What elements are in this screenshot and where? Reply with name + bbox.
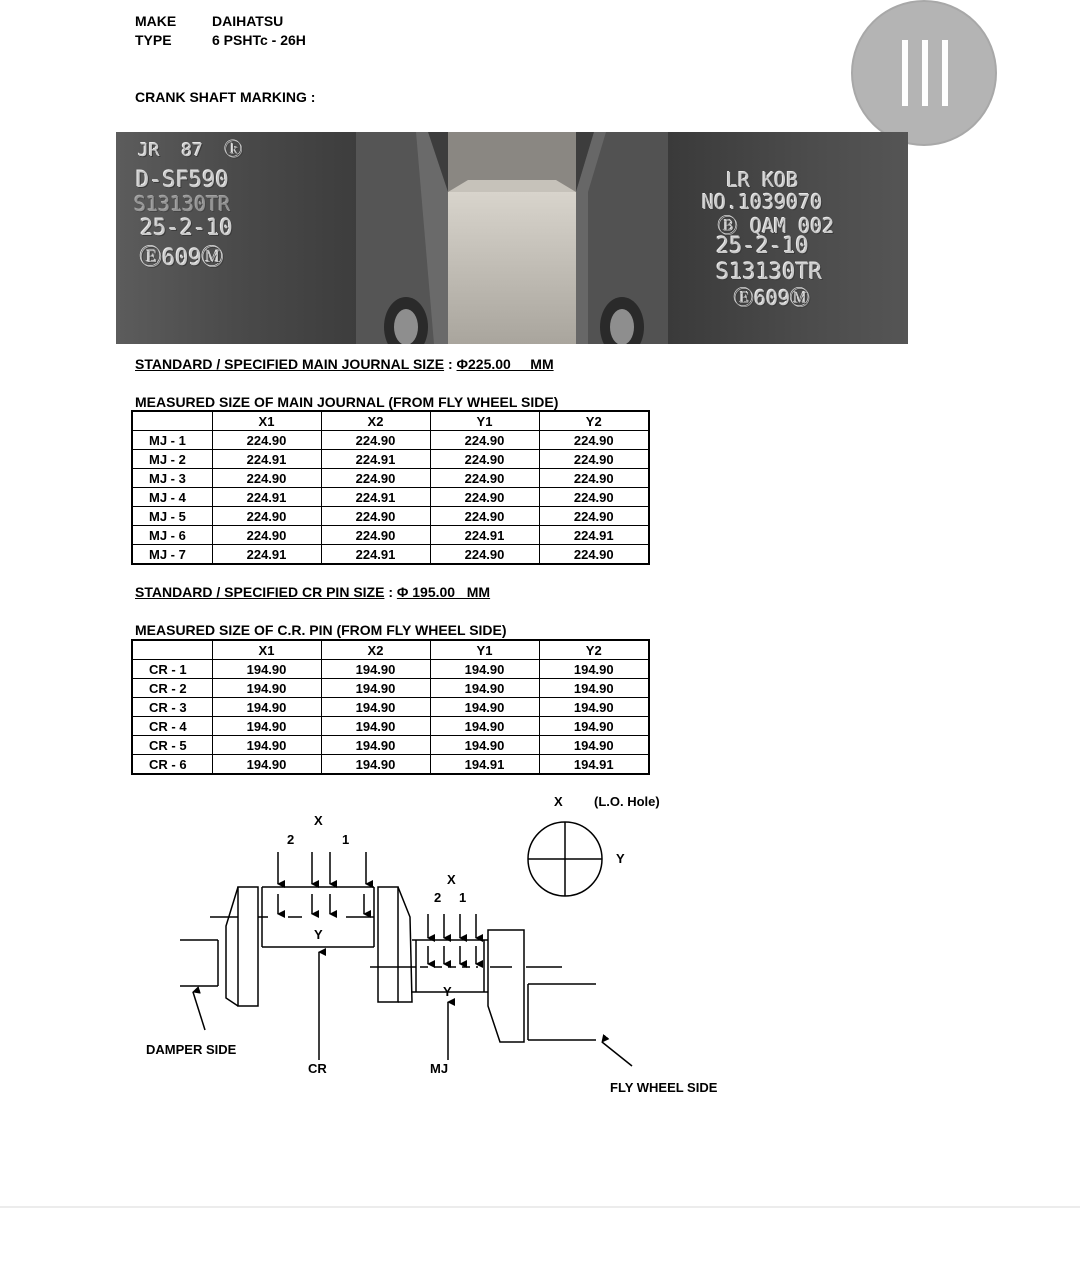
row-label: MJ - 1 (132, 431, 212, 450)
table-cell: 224.90 (321, 507, 430, 526)
main-journal-spec-sep: : (444, 356, 457, 372)
table-cell: 224.90 (321, 431, 430, 450)
row-label: CR - 2 (132, 679, 212, 698)
type-value: 6 PSHTc - 26H (212, 32, 306, 48)
column-header: Y1 (430, 411, 539, 431)
table-cell: 194.91 (430, 755, 539, 775)
table-cell: 194.90 (321, 698, 430, 717)
table-cell: 224.90 (430, 431, 539, 450)
table-row (132, 698, 649, 717)
lo-hole-label: (L.O. Hole) (594, 794, 660, 809)
column-header: X2 (321, 640, 430, 660)
table-cell: 224.91 (321, 545, 430, 565)
table-cell: 194.90 (212, 717, 321, 736)
left-stamp-line-2: D-SF590 (136, 168, 229, 193)
cr-pin-table (131, 639, 650, 775)
table-cell: 224.90 (212, 431, 321, 450)
crank-shaft-marking-title: CRANK SHAFT MARKING : (135, 89, 316, 105)
table-cell: 224.90 (321, 526, 430, 545)
row-label: CR - 3 (132, 698, 212, 717)
table-row (132, 526, 649, 545)
menu-icon-bar (922, 40, 928, 106)
mj-x-label: X (447, 872, 456, 887)
table-header-row (132, 411, 649, 431)
make-label: MAKE (135, 13, 177, 29)
right-stamp-line-3: Ⓑ QAM 002 (718, 214, 835, 238)
table-cell: 194.90 (430, 660, 539, 679)
mj-num-2: 2 (434, 890, 442, 905)
main-journal-table (131, 410, 650, 565)
table-cell: 224.90 (539, 469, 649, 488)
table-cell: 194.90 (321, 755, 430, 775)
table-row (132, 660, 649, 679)
row-label: CR - 6 (132, 755, 212, 775)
mj-y-label: Y (443, 984, 452, 999)
cr-x-label: X (314, 813, 323, 828)
damper-side-label: DAMPER SIDE (146, 1042, 237, 1057)
table-row (132, 507, 649, 526)
type-label: TYPE (135, 32, 172, 48)
cr-num-2: 2 (287, 832, 295, 847)
table-cell: 224.90 (321, 469, 430, 488)
row-label: CR - 5 (132, 736, 212, 755)
table-cell: 194.90 (430, 736, 539, 755)
crankshaft-marking-photo (116, 132, 908, 344)
main-journal-measured-title: MEASURED SIZE OF MAIN JOURNAL (FROM FLY WHEEL SIDE) (135, 394, 559, 410)
table-cell: 194.90 (430, 717, 539, 736)
row-label: MJ - 3 (132, 469, 212, 488)
table-cell: 194.90 (321, 679, 430, 698)
table-cell: 224.91 (321, 488, 430, 507)
table-cell: 224.90 (539, 431, 649, 450)
table-cell: 194.90 (212, 736, 321, 755)
table-corner (132, 411, 212, 431)
table-cell: 224.91 (212, 545, 321, 565)
column-header: X1 (212, 411, 321, 431)
table-cell: 194.90 (539, 660, 649, 679)
table-row (132, 431, 649, 450)
table-cell: 224.90 (430, 545, 539, 565)
main-journal-spec-value: Φ225.00 MM (456, 356, 554, 372)
table-cell: 224.91 (212, 488, 321, 507)
column-header: Y2 (539, 640, 649, 660)
table-row (132, 488, 649, 507)
row-label: CR - 1 (132, 660, 212, 679)
mj-label: MJ (430, 1061, 449, 1076)
table-cell: 224.90 (539, 488, 649, 507)
table-cell: 194.90 (321, 660, 430, 679)
left-stamp-line-3: S13130TR (134, 192, 231, 216)
table-cell: 194.90 (539, 717, 649, 736)
row-label: MJ - 4 (132, 488, 212, 507)
cr-pin-measured-title: MEASURED SIZE OF C.R. PIN (FROM FLY WHEEL SIDE) (135, 622, 507, 638)
cr-pin-spec-sep: : (384, 584, 397, 600)
right-stamp-line-5: S13130TR (716, 260, 822, 285)
cr-num-1: 1 (342, 832, 350, 847)
cr-pin-spec-label: STANDARD / SPECIFIED CR PIN SIZE (135, 584, 385, 600)
row-label: CR - 4 (132, 717, 212, 736)
table-cell: 224.90 (539, 507, 649, 526)
column-header: Y2 (539, 411, 649, 431)
table-cell: 224.90 (539, 450, 649, 469)
cr-pin-spec-value: Φ 195.00 MM (396, 584, 491, 600)
table-header-row (132, 640, 649, 660)
table-cell: 224.90 (430, 488, 539, 507)
cr-label: CR (308, 1061, 327, 1076)
table-corner (132, 640, 212, 660)
row-label: MJ - 2 (132, 450, 212, 469)
right-stamp-line-2: NO.1039070 (702, 190, 823, 214)
mj-num-1: 1 (459, 890, 467, 905)
left-stamp-line-1: JR 87 ⓚ (138, 140, 243, 161)
table-cell: 194.90 (430, 679, 539, 698)
crankshaft-measurement-diagram (0, 780, 1080, 1100)
make-value: DAIHATSU (212, 13, 284, 29)
table-row (132, 755, 649, 775)
main-journal-spec (135, 356, 554, 372)
left-stamp-line-4: 25-2-10 (140, 216, 233, 241)
table-row (132, 736, 649, 755)
column-header: X2 (321, 411, 430, 431)
table-cell: 224.90 (212, 507, 321, 526)
table-cell: 224.91 (430, 526, 539, 545)
row-label: MJ - 5 (132, 507, 212, 526)
table-cell: 224.91 (539, 526, 649, 545)
table-row (132, 545, 649, 565)
column-header: Y1 (430, 640, 539, 660)
right-stamp-line-1: LR KOB (726, 168, 799, 192)
column-header: X1 (212, 640, 321, 660)
cr-y-label: Y (314, 927, 323, 942)
table-cell: 194.90 (539, 736, 649, 755)
menu-button[interactable] (851, 0, 997, 146)
table-cell: 224.91 (321, 450, 430, 469)
left-stamp-line-5: Ⓔ609Ⓜ (140, 246, 224, 271)
table-cell: 194.90 (430, 698, 539, 717)
lo-y-label: Y (616, 851, 625, 866)
cr-pin-spec (135, 584, 490, 600)
main-journal-spec-label: STANDARD / SPECIFIED MAIN JOURNAL SIZE (135, 356, 445, 372)
table-cell: 194.91 (539, 755, 649, 775)
table-cell: 194.90 (212, 679, 321, 698)
table-cell: 194.90 (321, 717, 430, 736)
table-cell: 194.90 (321, 736, 430, 755)
table-cell: 194.90 (539, 698, 649, 717)
right-stamp-line-6: Ⓔ609Ⓜ (734, 286, 811, 310)
fly-wheel-side-label: FLY WHEEL SIDE (610, 1080, 718, 1095)
table-cell: 224.90 (430, 450, 539, 469)
table-cell: 194.90 (212, 698, 321, 717)
table-cell: 224.90 (539, 545, 649, 565)
table-cell: 224.90 (430, 469, 539, 488)
page-bottom-divider (0, 1206, 1080, 1208)
table-row (132, 717, 649, 736)
menu-icon (902, 40, 908, 106)
table-cell: 194.90 (212, 755, 321, 775)
table-cell: 224.91 (212, 450, 321, 469)
table-cell: 224.90 (430, 507, 539, 526)
table-cell: 224.90 (212, 526, 321, 545)
lo-x-label: X (554, 794, 563, 809)
table-cell: 194.90 (212, 660, 321, 679)
table-row (132, 450, 649, 469)
row-label: MJ - 7 (132, 545, 212, 565)
right-stamp-line-4: 25-2-10 (716, 234, 809, 259)
table-cell: 194.90 (539, 679, 649, 698)
table-row (132, 469, 649, 488)
row-label: MJ - 6 (132, 526, 212, 545)
menu-icon-bar (942, 40, 948, 106)
table-cell: 224.90 (212, 469, 321, 488)
table-row (132, 679, 649, 698)
